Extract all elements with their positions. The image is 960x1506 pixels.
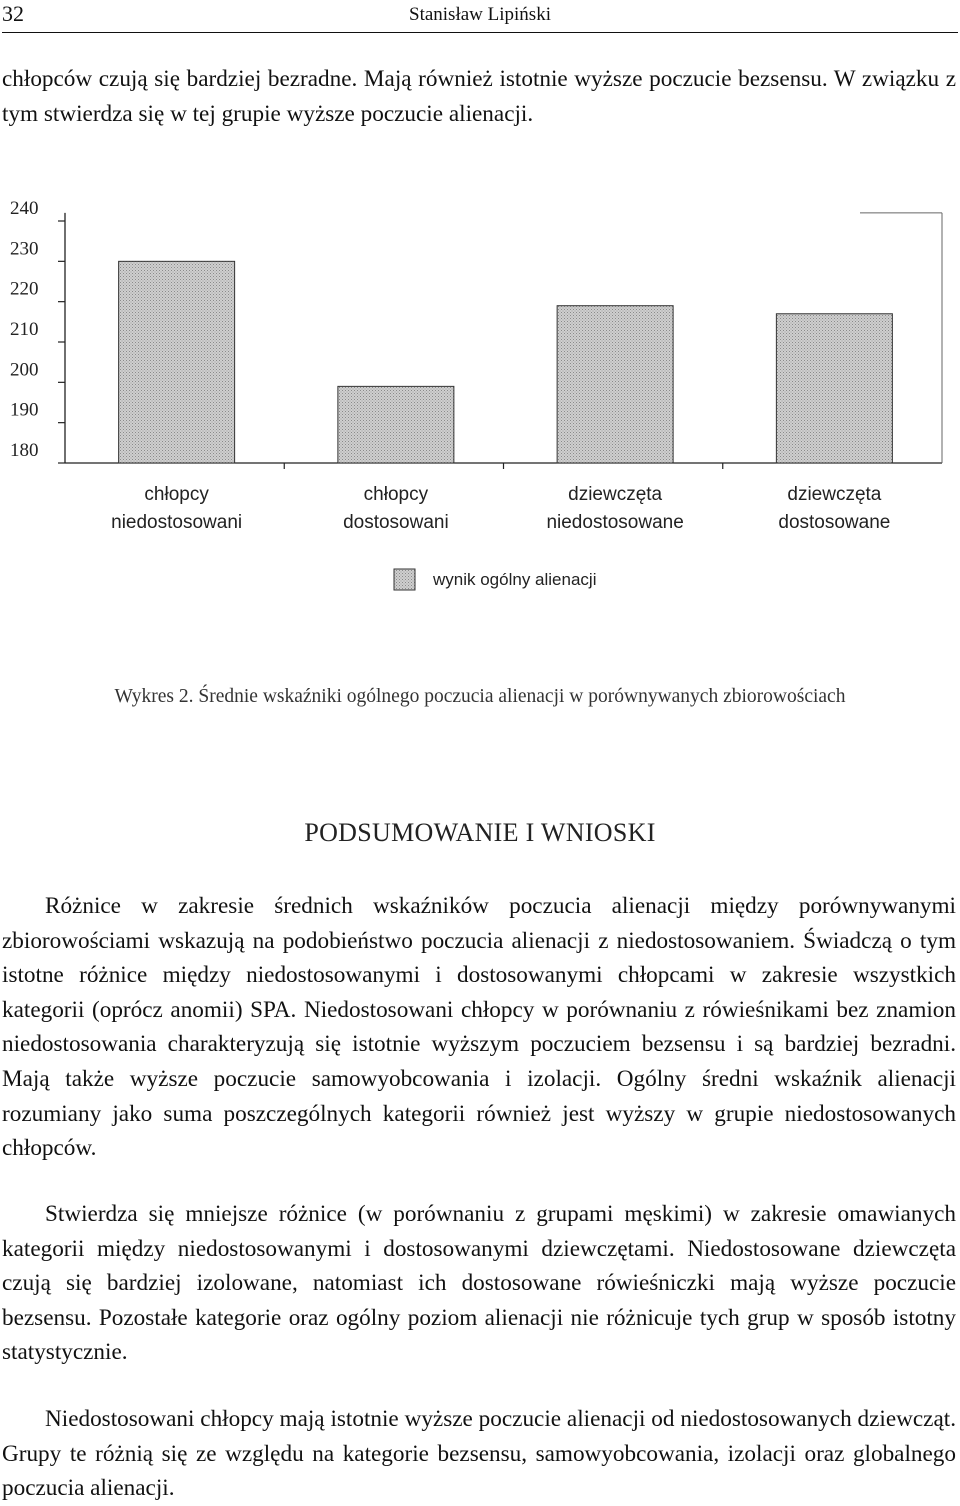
section-title: PODSUMOWANIE I WNIOSKI <box>304 818 656 847</box>
y-tick-label: 180 <box>10 440 39 461</box>
page-number: 32 <box>2 1 24 26</box>
category-label: dostosowani <box>343 512 449 533</box>
chart-bars <box>119 261 893 463</box>
summary-paragraph-3: Niedostosowani chłopcy mają istotnie wyższe poczucie alienacji od niedostosowanych dziewcząt. Grupy te różnią się ze względu na kategorie bezsensu, samowyobcowania, izolacji oraz globalnego poczucia alienacji. <box>2 1406 956 1502</box>
y-tick-label: 220 <box>10 278 39 300</box>
page-header <box>2 0 958 33</box>
bar-1 <box>119 261 235 463</box>
running-head: Stanisław Lipiński <box>409 4 551 25</box>
category-label: chłopcy <box>363 484 429 505</box>
category-label: niedostosowani <box>111 512 243 533</box>
bar-3 <box>557 306 673 463</box>
chart-legend <box>394 569 596 590</box>
summary-paragraph-1: Różnice w zakresie średnich wskaźników poczucia alienacji między porównywanymi zbiorowościami wskazują na podobieństwo poczucia alienacji z niedostosowaniem. Świadczą o tym istotne różnice między niedostosowanymi i dostosowanymi chłopcami w zakresie wszystkich kategorii (oprócz anomii) SPA. Niedostosowani chłopcy w porównaniu z rówieśnikami bez znamion niedostosowania charakteryzują się istotnie wyższym poczuciem bezsensu i są bardziej bezradni. Mają także wyższe poczucie samowyobcowania i izolacji. Ogólny średni wskaźnik alienacji rozumiany jako suma poszczególnych kategorii również jest wyższy w grupie niedostosowanych chłopców. <box>2 893 956 1162</box>
category-label: chłopcy <box>144 484 209 505</box>
category-label: dziewczęta <box>787 484 882 505</box>
chart-category-labels <box>111 484 890 533</box>
intro-paragraph: chłopców czują się bardziej bezradne. Mają również istotnie wyższe poczucie bezsensu. W związku z tym stwierdza się w tej grupie wyższe poczucie alienacji. <box>2 66 956 127</box>
bar-2 <box>338 386 454 463</box>
y-tick-label: 200 <box>10 359 39 381</box>
legend-swatch <box>394 569 415 590</box>
y-tick-label: 230 <box>10 238 39 260</box>
y-tick-label: 210 <box>10 319 39 340</box>
category-label: niedostosowane <box>546 512 684 533</box>
category-label: dziewczęta <box>568 484 663 505</box>
legend-label: wynik ogólny alienacji <box>433 570 597 589</box>
y-tick-label: 190 <box>10 399 39 421</box>
summary-paragraph-2: Stwierdza się mniejsze różnice (w porównaniu z grupami męskimi) w zakresie omawianych kategorii między niedostosowanymi i dostosowanymi dziewczętami. Niedostosowane dziewczęta czują się bardziej izolowane, natomiast ich dostosowane rówieśniczki mają wyższe poczucie bezsensu. Pozostałe kategorie oraz ogólny poziom alienacji nie różnicuje tych grup w sposób istotny statystycznie. <box>2 1201 956 1366</box>
figure-caption: Wykres 2. Średnie wskaźniki ogólnego poczucia alienacji w porównywanych zbiorowościach <box>114 686 846 707</box>
y-tick-label: 240 <box>10 198 39 219</box>
category-label: dostosowane <box>778 512 891 533</box>
bar-4 <box>776 314 892 463</box>
bar-chart <box>0 195 960 615</box>
